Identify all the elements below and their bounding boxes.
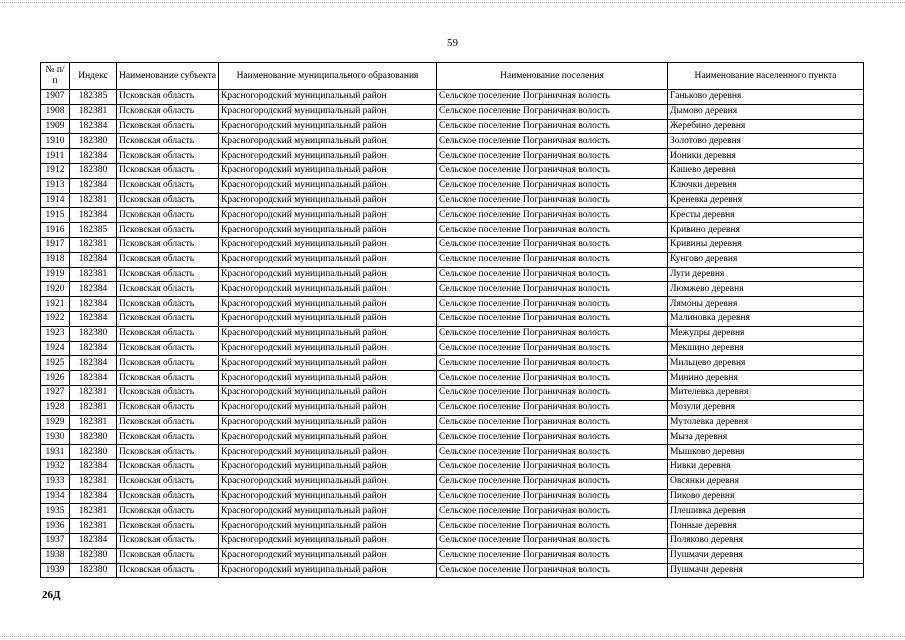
cell-row-number: 1913: [41, 178, 70, 193]
cell-locality: Мышково деревня: [668, 445, 864, 460]
cell-row-number: 1922: [41, 311, 70, 326]
cell-locality: Ионики деревня: [668, 149, 864, 164]
cell-municipality: Красногородский муниципальный район: [219, 415, 437, 430]
cell-municipality: Красногородский муниципальный район: [219, 252, 437, 267]
cell-row-number: 1919: [41, 267, 70, 282]
cell-locality: Межупры деревня: [668, 326, 864, 341]
cell-settlement: Сельское поселение Пограничная волость: [437, 90, 668, 105]
cell-subject: Псковская область: [117, 282, 219, 297]
cell-index: 182381: [70, 415, 117, 430]
cell-row-number: 1912: [41, 163, 70, 178]
footer-code: 26Д: [42, 589, 61, 601]
table-row: [41, 149, 864, 164]
cell-settlement: Сельское поселение Пограничная волость: [437, 326, 668, 341]
cell-settlement: Сельское поселение Пограничная волость: [437, 385, 668, 400]
cell-subject: Псковская область: [117, 134, 219, 149]
table-row: [41, 371, 864, 386]
cell-settlement: Сельское поселение Пограничная волость: [437, 548, 668, 563]
cell-locality: Пиково деревня: [668, 489, 864, 504]
cell-settlement: Сельское поселение Пограничная волость: [437, 445, 668, 460]
cell-index: 182384: [70, 356, 117, 371]
cell-index: 182380: [70, 134, 117, 149]
scan-edge-bottom: [0, 636, 905, 637]
cell-settlement: Сельское поселение Пограничная волость: [437, 193, 668, 208]
table-row: [41, 311, 864, 326]
cell-index: 182380: [70, 563, 117, 578]
cell-subject: Псковская область: [117, 149, 219, 164]
table-row: [41, 504, 864, 519]
cell-subject: Псковская область: [117, 252, 219, 267]
cell-index: 182384: [70, 311, 117, 326]
cell-row-number: 1931: [41, 445, 70, 460]
cell-subject: Псковская область: [117, 267, 219, 282]
cell-locality: Ключки деревня: [668, 178, 864, 193]
cell-subject: Псковская область: [117, 208, 219, 223]
scan-edge-top: [0, 2, 905, 3]
cell-index: 182384: [70, 119, 117, 134]
cell-municipality: Красногородский муниципальный район: [219, 297, 437, 312]
cell-index: 182381: [70, 104, 117, 119]
table-row: [41, 519, 864, 534]
cell-subject: Псковская область: [117, 489, 219, 504]
cell-row-number: 1925: [41, 356, 70, 371]
cell-subject: Псковская область: [117, 415, 219, 430]
cell-row-number: 1938: [41, 548, 70, 563]
cell-settlement: Сельское поселение Пограничная волость: [437, 489, 668, 504]
cell-settlement: Сельское поселение Пограничная волость: [437, 104, 668, 119]
table-row: [41, 430, 864, 445]
cell-index: 182381: [70, 237, 117, 252]
cell-row-number: 1930: [41, 430, 70, 445]
cell-index: 182381: [70, 400, 117, 415]
cell-subject: Псковская область: [117, 385, 219, 400]
cell-settlement: Сельское поселение Пограничная волость: [437, 134, 668, 149]
cell-locality: Плешивка деревня: [668, 504, 864, 519]
cell-locality: Люмжево деревня: [668, 282, 864, 297]
cell-subject: Псковская область: [117, 356, 219, 371]
cell-index: 182380: [70, 326, 117, 341]
cell-settlement: Сельское поселение Пограничная волость: [437, 459, 668, 474]
cell-municipality: Красногородский муниципальный район: [219, 430, 437, 445]
cell-settlement: Сельское поселение Пограничная волость: [437, 519, 668, 534]
cell-subject: Псковская область: [117, 519, 219, 534]
cell-settlement: Сельское поселение Пограничная волость: [437, 474, 668, 489]
cell-municipality: Красногородский муниципальный район: [219, 267, 437, 282]
cell-index: 182384: [70, 341, 117, 356]
cell-settlement: Сельское поселение Пограничная волость: [437, 282, 668, 297]
cell-municipality: Красногородский муниципальный район: [219, 282, 437, 297]
cell-municipality: Красногородский муниципальный район: [219, 445, 437, 460]
table-row: [41, 208, 864, 223]
cell-subject: Псковская область: [117, 371, 219, 386]
cell-row-number: 1939: [41, 563, 70, 578]
cell-subject: Псковская область: [117, 548, 219, 563]
header-locality: Наименование населенного пункта: [668, 63, 864, 90]
table-row: [41, 282, 864, 297]
cell-index: 182385: [70, 90, 117, 105]
cell-subject: Псковская область: [117, 311, 219, 326]
cell-subject: Псковская область: [117, 459, 219, 474]
table-header-row: [41, 63, 864, 90]
cell-settlement: Сельское поселение Пограничная волость: [437, 430, 668, 445]
cell-settlement: Сельское поселение Пограничная волость: [437, 163, 668, 178]
table-row: [41, 474, 864, 489]
cell-settlement: Сельское поселение Пограничная волость: [437, 356, 668, 371]
header-municipality: Наименование муниципального образования: [219, 63, 437, 90]
cell-municipality: Красногородский муниципальный район: [219, 563, 437, 578]
table-row: [41, 297, 864, 312]
cell-municipality: Красногородский муниципальный район: [219, 504, 437, 519]
settlements-table: [40, 62, 864, 578]
table-row: [41, 104, 864, 119]
cell-locality: Жеребино деревня: [668, 119, 864, 134]
cell-locality: Кунгово деревня: [668, 252, 864, 267]
cell-municipality: Красногородский муниципальный район: [219, 459, 437, 474]
cell-settlement: Сельское поселение Пограничная волость: [437, 208, 668, 223]
cell-index: 182380: [70, 548, 117, 563]
cell-row-number: 1935: [41, 504, 70, 519]
cell-settlement: Сельское поселение Пограничная волость: [437, 237, 668, 252]
cell-settlement: Сельское поселение Пограничная волость: [437, 533, 668, 548]
cell-subject: Псковская область: [117, 504, 219, 519]
cell-locality: Креневка деревня: [668, 193, 864, 208]
cell-index: 182385: [70, 223, 117, 238]
cell-row-number: 1923: [41, 326, 70, 341]
table-row: [41, 90, 864, 105]
cell-index: 182380: [70, 163, 117, 178]
cell-municipality: Красногородский муниципальный район: [219, 533, 437, 548]
cell-index: 182384: [70, 149, 117, 164]
cell-row-number: 1907: [41, 90, 70, 105]
table-row: [41, 341, 864, 356]
cell-row-number: 1936: [41, 519, 70, 534]
cell-subject: Псковская область: [117, 237, 219, 252]
table-row: [41, 356, 864, 371]
cell-settlement: Сельское поселение Пограничная волость: [437, 371, 668, 386]
table-row: [41, 326, 864, 341]
cell-settlement: Сельское поселение Пограничная волость: [437, 252, 668, 267]
cell-index: 182384: [70, 208, 117, 223]
table-row: [41, 193, 864, 208]
table-row: [41, 252, 864, 267]
table-row: [41, 119, 864, 134]
cell-municipality: Красногородский муниципальный район: [219, 489, 437, 504]
cell-subject: Псковская область: [117, 341, 219, 356]
cell-row-number: 1915: [41, 208, 70, 223]
cell-settlement: Сельское поселение Пограничная волость: [437, 504, 668, 519]
header-row-number: № п/п: [41, 63, 70, 90]
cell-locality: Кашево деревня: [668, 163, 864, 178]
cell-locality: Мозули деревня: [668, 400, 864, 415]
table-body: [41, 90, 864, 578]
cell-settlement: Сельское поселение Пограничная волость: [437, 267, 668, 282]
cell-municipality: Красногородский муниципальный район: [219, 223, 437, 238]
cell-locality: Пушмачи деревня: [668, 563, 864, 578]
cell-municipality: Красногородский муниципальный район: [219, 385, 437, 400]
cell-settlement: Сельское поселение Пограничная волость: [437, 563, 668, 578]
cell-municipality: Красногородский муниципальный район: [219, 400, 437, 415]
cell-row-number: 1918: [41, 252, 70, 267]
cell-municipality: Красногородский муниципальный район: [219, 104, 437, 119]
header-index: Индекс: [70, 63, 117, 90]
cell-municipality: Красногородский муниципальный район: [219, 163, 437, 178]
header-subject: Наименование субъекта: [117, 63, 219, 90]
cell-index: 182384: [70, 297, 117, 312]
cell-subject: Псковская область: [117, 163, 219, 178]
cell-row-number: 1917: [41, 237, 70, 252]
cell-index: 182384: [70, 371, 117, 386]
cell-settlement: Сельское поселение Пограничная волость: [437, 178, 668, 193]
cell-locality: Понные деревня: [668, 519, 864, 534]
cell-settlement: Сельское поселение Пограничная волость: [437, 149, 668, 164]
cell-subject: Псковская область: [117, 400, 219, 415]
cell-locality: Ганьково деревня: [668, 90, 864, 105]
cell-row-number: 1914: [41, 193, 70, 208]
cell-municipality: Красногородский муниципальный район: [219, 237, 437, 252]
cell-index: 182384: [70, 282, 117, 297]
cell-row-number: 1910: [41, 134, 70, 149]
cell-subject: Псковская область: [117, 563, 219, 578]
cell-locality: Мителевка деревня: [668, 385, 864, 400]
cell-settlement: Сельское поселение Пограничная волость: [437, 297, 668, 312]
cell-subject: Псковская область: [117, 223, 219, 238]
cell-municipality: Красногородский муниципальный район: [219, 371, 437, 386]
cell-index: 182384: [70, 252, 117, 267]
table-row: [41, 533, 864, 548]
cell-locality: Мыза деревня: [668, 430, 864, 445]
cell-subject: Псковская область: [117, 90, 219, 105]
cell-subject: Псковская область: [117, 104, 219, 119]
table-row: [41, 163, 864, 178]
table-row: [41, 415, 864, 430]
cell-subject: Псковская область: [117, 119, 219, 134]
cell-row-number: 1937: [41, 533, 70, 548]
cell-settlement: Сельское поселение Пограничная волость: [437, 119, 668, 134]
cell-settlement: Сельское поселение Пограничная волость: [437, 341, 668, 356]
cell-row-number: 1909: [41, 119, 70, 134]
cell-settlement: Сельское поселение Пограничная волость: [437, 223, 668, 238]
cell-subject: Псковская область: [117, 474, 219, 489]
cell-locality: Дымово деревня: [668, 104, 864, 119]
cell-index: 182380: [70, 445, 117, 460]
cell-municipality: Красногородский муниципальный район: [219, 90, 437, 105]
table-row: [41, 563, 864, 578]
table-row: [41, 134, 864, 149]
header-settlement: Наименование поселения: [437, 63, 668, 90]
cell-index: 182384: [70, 178, 117, 193]
cell-row-number: 1911: [41, 149, 70, 164]
cell-index: 182381: [70, 385, 117, 400]
cell-municipality: Красногородский муниципальный район: [219, 149, 437, 164]
cell-subject: Псковская область: [117, 445, 219, 460]
cell-index: 182381: [70, 267, 117, 282]
cell-municipality: Красногородский муниципальный район: [219, 178, 437, 193]
table-row: [41, 400, 864, 415]
cell-index: 182381: [70, 193, 117, 208]
page-number: 59: [447, 37, 458, 49]
cell-index: 182381: [70, 474, 117, 489]
cell-row-number: 1934: [41, 489, 70, 504]
cell-row-number: 1926: [41, 371, 70, 386]
cell-municipality: Красногородский муниципальный район: [219, 134, 437, 149]
cell-subject: Псковская область: [117, 326, 219, 341]
cell-locality: Кривино деревня: [668, 223, 864, 238]
table-row: [41, 385, 864, 400]
cell-locality: Кресты деревня: [668, 208, 864, 223]
cell-locality: Луги деревня: [668, 267, 864, 282]
cell-row-number: 1908: [41, 104, 70, 119]
cell-subject: Псковская область: [117, 178, 219, 193]
cell-locality: Минино деревня: [668, 371, 864, 386]
cell-row-number: 1932: [41, 459, 70, 474]
cell-locality: Пушмачи деревня: [668, 548, 864, 563]
cell-row-number: 1927: [41, 385, 70, 400]
cell-locality: Мутолевка деревня: [668, 415, 864, 430]
table-row: [41, 267, 864, 282]
cell-settlement: Сельское поселение Пограничная волость: [437, 415, 668, 430]
cell-locality: Поляково деревня: [668, 533, 864, 548]
cell-index: 182384: [70, 459, 117, 474]
cell-municipality: Красногородский муниципальный район: [219, 193, 437, 208]
cell-locality: Мильцево деревня: [668, 356, 864, 371]
table-row: [41, 223, 864, 238]
cell-locality: Овсянки деревня: [668, 474, 864, 489]
cell-row-number: 1928: [41, 400, 70, 415]
cell-municipality: Красногородский муниципальный район: [219, 326, 437, 341]
cell-settlement: Сельское поселение Пограничная волость: [437, 400, 668, 415]
cell-index: 182384: [70, 533, 117, 548]
cell-locality: Нивки деревня: [668, 459, 864, 474]
cell-municipality: Красногородский муниципальный район: [219, 356, 437, 371]
cell-locality: Кривины деревня: [668, 237, 864, 252]
cell-subject: Псковская область: [117, 193, 219, 208]
cell-subject: Псковская область: [117, 297, 219, 312]
cell-municipality: Красногородский муниципальный район: [219, 474, 437, 489]
cell-row-number: 1933: [41, 474, 70, 489]
cell-settlement: Сельское поселение Пограничная волость: [437, 311, 668, 326]
table-row: [41, 178, 864, 193]
cell-locality: Малиновка деревня: [668, 311, 864, 326]
cell-index: 182381: [70, 519, 117, 534]
table-row: [41, 237, 864, 252]
table-row: [41, 489, 864, 504]
table-row: [41, 445, 864, 460]
cell-index: 182380: [70, 430, 117, 445]
cell-locality: Мекшино деревня: [668, 341, 864, 356]
cell-row-number: 1920: [41, 282, 70, 297]
table-row: [41, 459, 864, 474]
cell-municipality: Красногородский муниципальный район: [219, 119, 437, 134]
table-row: [41, 548, 864, 563]
cell-municipality: Красногородский муниципальный район: [219, 311, 437, 326]
cell-subject: Псковская область: [117, 430, 219, 445]
cell-locality: Золотово деревня: [668, 134, 864, 149]
cell-index: 182381: [70, 504, 117, 519]
cell-municipality: Красногородский муниципальный район: [219, 548, 437, 563]
cell-subject: Псковская область: [117, 533, 219, 548]
cell-row-number: 1916: [41, 223, 70, 238]
cell-row-number: 1921: [41, 297, 70, 312]
cell-index: 182384: [70, 489, 117, 504]
cell-municipality: Красногородский муниципальный район: [219, 208, 437, 223]
cell-row-number: 1924: [41, 341, 70, 356]
cell-municipality: Красногородский муниципальный район: [219, 341, 437, 356]
cell-locality: Лямоны деревня: [668, 297, 864, 312]
cell-municipality: Красногородский муниципальный район: [219, 519, 437, 534]
cell-row-number: 1929: [41, 415, 70, 430]
